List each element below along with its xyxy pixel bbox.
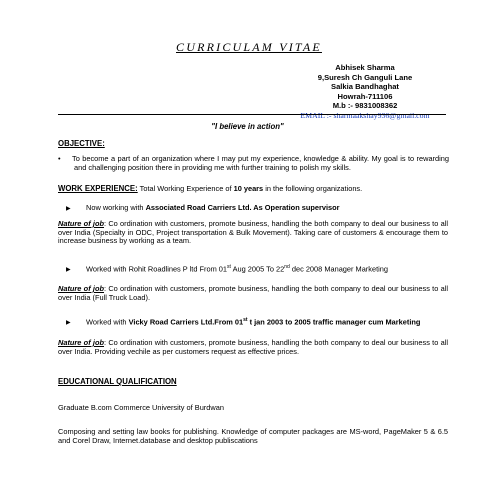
experience-intro-after: in the following organizations. [263,184,363,193]
header-divider [58,114,446,115]
job-2-title [58,263,448,275]
address-line-2: Salkia Bandhaghat [331,82,399,92]
objective-text: To become a part of an organization where I may put my experience, knowledge & ability. My goal is to rewarding and challenging position there in providing me with further training to polish my skills. [72,154,449,172]
job-3-nature-text: : Co ordination with customers, promote business, handling the both company to deal our business to all over India. Providing vechile as per customers request as effective prices. [58,338,449,356]
education-heading [58,378,448,387]
job-3-company-b: t jan 2003 to 2005 traffic manager cum Marketing [247,317,421,327]
work-experience-heading: WORK EXPERIENCE: [58,184,138,193]
objective-paragraph [58,155,449,172]
arrow-bullet-icon: ▶ [66,206,71,212]
experience-years: 10 years [233,184,264,193]
candidate-name: Abhisek Sharma [335,63,395,72]
job-2-text-b: Aug 2005 To 22 [230,264,285,274]
job-3-company-a: Vicky Road Carriers Ltd.From 01 [128,317,244,327]
arrow-bullet-icon: ▶ [66,320,71,327]
objective-heading-text: OBJECTIVE: [58,139,105,148]
experience-intro-before: Total Working Experience of [139,184,234,193]
computer-skills: Composing and setting law books for publishing. Knowledge of computer packages are MS-word, PageMaker 5 & 6.5 and Corel Draw, Internet.database and desktop publiscations [58,427,448,445]
email-line [300,111,430,121]
motto: "I believe in action" [211,122,284,131]
job-2-text-c: dec 2008 Manager Marketing [289,264,388,274]
job-3-sup: st [243,317,248,323]
job-3-nature [58,339,448,356]
education-heading-text: EDUCATIONAL QUALIFICATION [58,377,177,386]
job-2-sup-1: st [227,264,231,270]
job-3-prefix: Worked with [86,317,129,327]
education-degree: Graduate B.com Commerce University of Burdwan [58,403,224,412]
job-3-title [58,316,448,328]
job-1-title [58,204,456,214]
contact-block [300,63,430,121]
address-line-1: 9,Suresh Ch Ganguli Lane [317,72,413,82]
job-2-nature-text: : Co ordination with customers, promote business, handling the both company to deal our business to all over India (Full Truck Load). [58,284,449,302]
job-2-nature [58,285,448,302]
job-1-nature [58,220,448,246]
job-2-sup-2: nd [284,264,290,270]
objective-heading [58,140,448,149]
work-experience-line [58,185,448,194]
job-1-company: Associated Road Carriers Ltd. As Operation supervisor [145,203,340,212]
bullet-icon: • [58,154,61,163]
nature-of-job-label: Nature of job [58,284,105,293]
arrow-bullet-icon: ▶ [66,267,71,274]
resume-title: CURRICULAM VITAE [176,40,322,54]
nature-of-job-label: Nature of job [58,219,105,228]
address-line-3: Howrah-711106 [337,91,393,101]
email-link[interactable]: sharmaakshay936@gmail.com [333,110,430,120]
mobile-number: M.b :- 9831008362 [332,101,398,111]
email-label: EMAIL :- [300,110,332,120]
job-1-nature-text: : Co ordination with customers, promote business, handling the both company to deal our business to all over India (Specialty in ODC, Project transportation & Bulk Movement). Taking care of customers & encourage them to increase business by working as a team. [58,219,449,246]
job-1-prefix: Now working with [86,203,146,212]
job-2-text-a: Worked with Rohit Roadlines P ltd From 01 [86,264,228,274]
nature-of-job-label: Nature of job [58,338,105,347]
